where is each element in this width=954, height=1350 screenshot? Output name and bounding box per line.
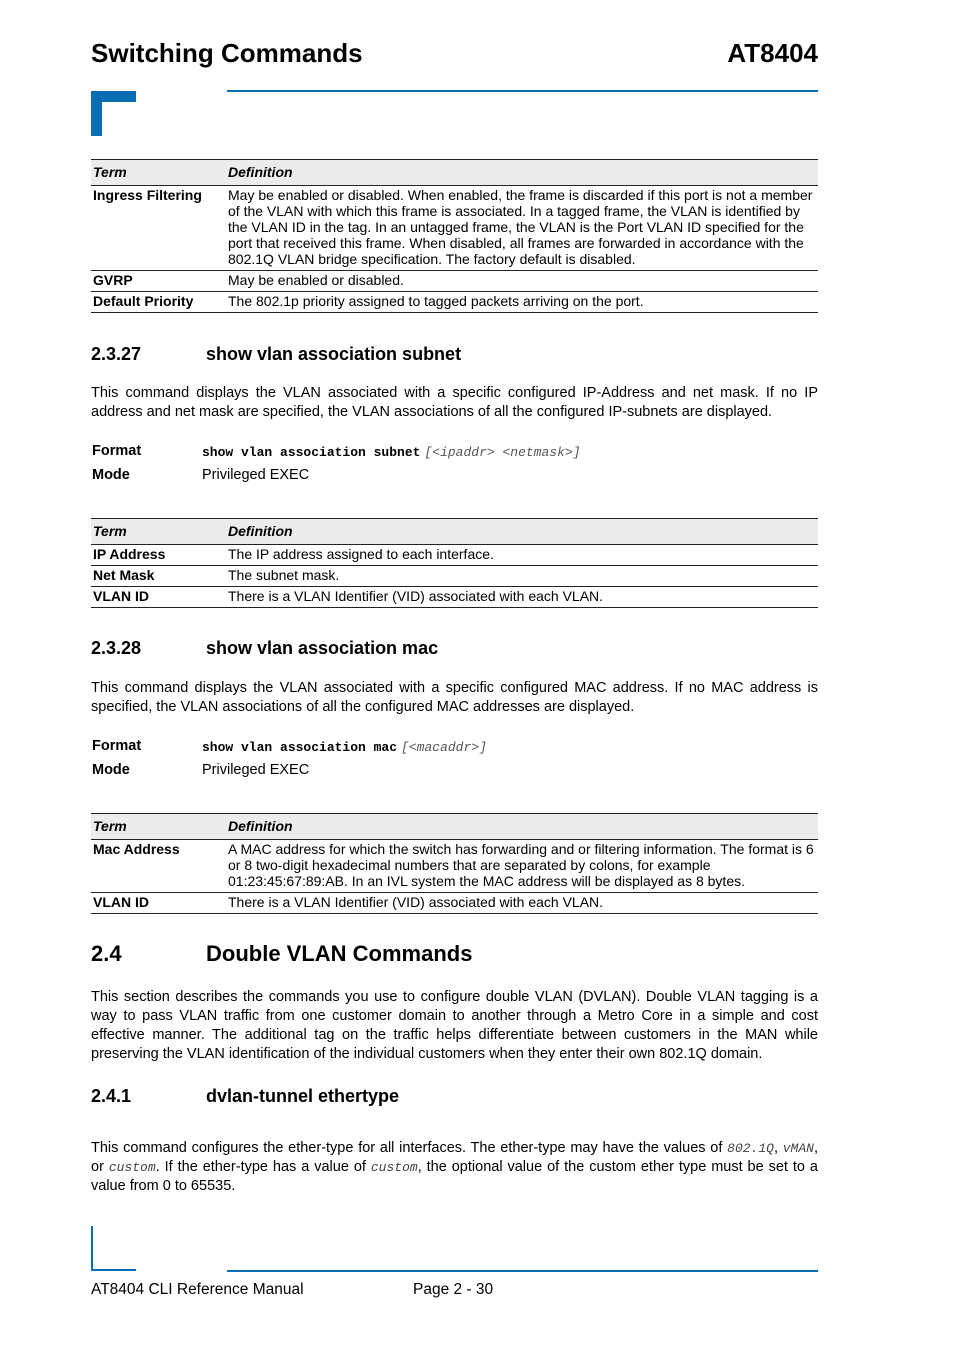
format-label: Format <box>92 443 142 459</box>
table-row <box>91 186 818 271</box>
command-syntax: show vlan association subnet <box>202 445 421 460</box>
term-cell: VLAN ID <box>91 893 226 914</box>
table-row <box>91 271 818 292</box>
term-cell: Mac Address <box>91 840 226 893</box>
header-product: AT8404 <box>727 38 818 68</box>
table-header-term: Term <box>91 160 226 186</box>
definition-table-subnet <box>91 518 818 608</box>
command-params: [<macaddr>] <box>401 740 487 755</box>
body-text: . If the ether-type has a value of <box>155 1159 371 1175</box>
table-header-definition: Definition <box>226 814 818 840</box>
term-cell: Default Priority <box>91 292 226 313</box>
section-number: 2.4 <box>91 941 122 966</box>
mode-value: Privileged EXEC <box>202 467 310 483</box>
section-number: 2.4.1 <box>91 1086 132 1106</box>
footer-rule <box>227 1270 818 1272</box>
definition-cell: The 802.1p priority assigned to tagged packets arriving on the port. <box>226 292 818 313</box>
table-row <box>91 566 818 587</box>
table-row <box>91 893 818 914</box>
section-number: 2.3.28 <box>91 638 142 658</box>
section-body: This section describes the commands you use to configure double VLAN (DVLAN). Double VLAN tagging is a way to pass VLAN traffic from one customer domain to another through a Metro Core in a simple and cost effective manner. The additional tag on the traffic helps differentiate between customers in the MAN while preserving the VLAN identification of the individual customers when they enter their own 802.1Q domain. <box>91 989 818 1062</box>
header-rule <box>227 90 818 92</box>
section-heading-2-4 <box>91 941 818 969</box>
header-section-title: Switching Commands <box>91 38 363 68</box>
footer-corner-mark-bottom <box>91 1269 136 1271</box>
definition-cell: The subnet mask. <box>226 566 818 587</box>
body-text: , the optional value of the custom ether type must be set to a value from 0 to 65535. <box>91 1159 818 1194</box>
table-row <box>91 545 818 566</box>
format-value <box>202 739 487 755</box>
command-params: [<ipaddr> <netmask>] <box>424 445 581 460</box>
table-header-term: Term <box>91 814 226 840</box>
footer-page-number: Page 2 - 30 <box>413 1281 494 1298</box>
definition-cell: May be enabled or disabled. When enabled, the frame is discarded if this port is not a member of the VLAN with which this frame is associated. In a tagged frame, the VLAN is identified by the VLAN ID in the tag. In an untagged frame, the VLAN is the Port VLAN ID specified for the port that received this frame. When disabled, all frames are forwarded in accordance with the 802.1Q VLAN bridge specification. The factory default is disabled. <box>226 186 818 271</box>
table-header-definition: Definition <box>226 160 818 186</box>
section-body <box>91 1139 818 1196</box>
definition-cell: May be enabled or disabled. <box>226 271 818 292</box>
body-text: This command configures the ether-type for all interfaces. The ether-type may have the values of <box>91 1140 728 1156</box>
body-text: , <box>773 1140 783 1156</box>
section-title: show vlan association subnet <box>206 344 462 364</box>
term-cell: Net Mask <box>91 566 226 587</box>
definition-cell: The IP address assigned to each interface. <box>226 545 818 566</box>
section-title: Double VLAN Commands <box>206 941 473 966</box>
section-body: This command displays the VLAN associated with a specific configured IP-Address and net mask. If no IP address and net mask are specified, the VLAN associations of all the configured IP-subnets are displayed. <box>91 385 818 420</box>
ethertype-value: custom <box>108 1160 156 1175</box>
format-value <box>202 444 581 460</box>
command-syntax: show vlan association mac <box>202 740 398 755</box>
mode-label: Mode <box>92 762 130 778</box>
section-body: This command displays the VLAN associated with a specific configured MAC address. If no MAC address is specified, the VLAN associations of all the configured MAC addresses are displayed. <box>91 680 818 715</box>
ethertype-value: 802.1Q <box>727 1141 774 1156</box>
section-heading-2-3-28 <box>91 638 818 660</box>
term-cell: VLAN ID <box>91 587 226 608</box>
term-cell: IP Address <box>91 545 226 566</box>
table-row <box>91 840 818 893</box>
section-number: 2.3.27 <box>91 344 142 364</box>
format-label: Format <box>92 738 142 754</box>
section-heading-2-4-1 <box>91 1086 818 1108</box>
table-row <box>91 587 818 608</box>
footer-corner-mark-left <box>91 1226 93 1271</box>
definition-cell: There is a VLAN Identifier (VID) associated with each VLAN. <box>226 893 818 914</box>
section-heading-2-3-27 <box>91 344 818 366</box>
corner-mark-left <box>91 91 102 136</box>
table-header-term: Term <box>91 519 226 545</box>
definition-table-mac <box>91 813 818 914</box>
definition-cell: There is a VLAN Identifier (VID) associated with each VLAN. <box>226 587 818 608</box>
ethertype-value: custom <box>370 1160 418 1175</box>
footer-manual-title: AT8404 CLI Reference Manual <box>91 1281 304 1298</box>
table-row <box>91 292 818 313</box>
definition-cell: A MAC address for which the switch has forwarding and or filtering information. The format is 6 or 8 two-digit hexadecimal numbers that are separated by colons, for example 01:23:45:67:89:AB. In an IVL system the MAC address will be displayed as 8 bytes. <box>226 840 818 893</box>
mode-value: Privileged EXEC <box>202 762 310 778</box>
section-title: dvlan-tunnel ethertype <box>206 1086 400 1106</box>
body-text: , or <box>91 1140 818 1175</box>
term-cell: Ingress Filtering <box>91 186 226 271</box>
definition-table-port <box>91 159 818 313</box>
section-title: show vlan association mac <box>206 638 439 658</box>
ethertype-value: vMAN <box>782 1141 814 1156</box>
term-cell: GVRP <box>91 271 226 292</box>
mode-label: Mode <box>92 467 130 483</box>
table-header-definition: Definition <box>226 519 818 545</box>
